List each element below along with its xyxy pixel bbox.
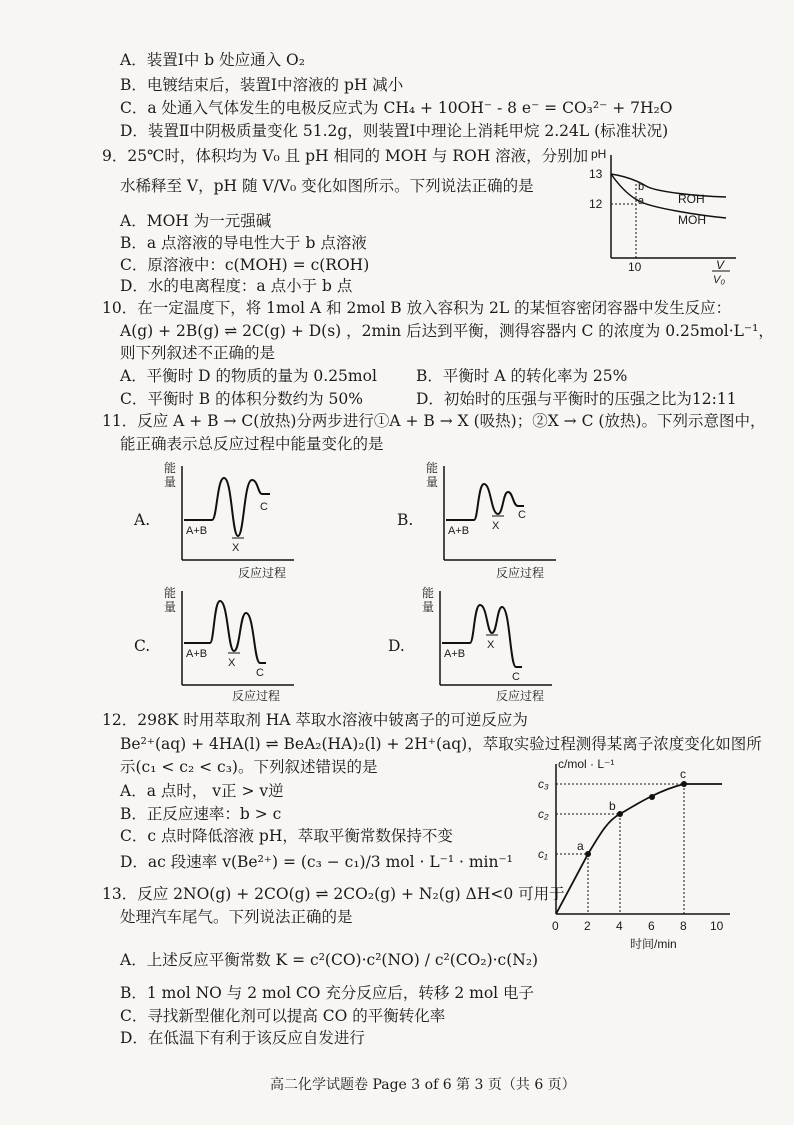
q12-y-label: c/mol · L⁻¹ (558, 757, 615, 771)
q12-x-0: 0 (552, 919, 559, 933)
q13-stem-2: 处理汽车尾气。下列说法正确的是 (120, 908, 353, 926)
q8-option-d: D．装置Ⅱ中阴极质量变化 51.2g，则装置Ⅰ中理论上消耗甲烷 2.24L (标准状况) (120, 122, 669, 140)
q11-c-lbl-x: X (228, 657, 236, 669)
q10-option-c: C．平衡时 B 的体积分数约为 50% (120, 390, 363, 408)
q10-stem-1: 10．在一定温度下，将 1mol A 和 2mol B 放入容积为 2L 的某恒容密闭容器中发生反应： (102, 299, 732, 317)
q11-b-lbl-c: C (518, 509, 526, 521)
q10-option-a: A．平衡时 D 的物质的量为 0.25mol (120, 367, 377, 385)
q12-stem-1: 12．298K 时用萃取剂 HA 萃取水溶液中铍离子的可逆反应为 (102, 711, 528, 729)
q11-a-ylabel-2: 量 (164, 475, 177, 489)
q11-diagram-d (420, 583, 560, 707)
q9-stem-1: 9．25℃时，体积均为 V₀ 且 pH 相同的 MOH 与 ROH 溶液，分别加 (102, 147, 589, 165)
q12-option-a: A．a 点时， v正 > v逆 (120, 782, 284, 800)
q11-a-lbl-ab: A+B (186, 525, 208, 537)
q11-d-ylabel-2: 量 (422, 600, 435, 614)
q11-b-xlabel: 反应过程 (496, 566, 545, 580)
q11-option-d-label: D. (388, 637, 405, 655)
q9-y-label: pH (591, 147, 607, 161)
q11-b-lbl-x: X (492, 520, 500, 532)
q11-d-xlabel: 反应过程 (496, 689, 545, 703)
q11-option-c-label: C. (134, 637, 151, 655)
q9-option-b: B．a 点溶液的导电性大于 b 点溶液 (120, 234, 367, 252)
q12-option-b: B．正反应速率：b > c (120, 805, 282, 823)
page-footer: 高二化学试题卷 Page 3 of 6 第 3 页（共 6 页） (270, 1077, 576, 1093)
q8-option-a: A．装置Ⅰ中 b 处应通入 O₂ (120, 51, 305, 69)
q12-option-c: C．c 点时降低溶液 pH，萃取平衡常数保持不变 (120, 827, 453, 845)
q12-x-4: 4 (616, 919, 623, 933)
q11-stem-1: 11．反应 A + B → C(放热)分两步进行①A + B → X (吸热)；②X → C (放热)。下列示意图中， (102, 412, 766, 430)
q13-option-a: A．上述反应平衡常数 K = c²(CO)·c²(NO) / c²(CO₂)·c(N₂) (120, 951, 539, 969)
q11-a-ylabel-1: 能 (164, 461, 177, 475)
q11-a-lbl-x: X (232, 542, 240, 554)
q11-b-ylabel-2: 量 (426, 475, 439, 489)
q12-option-d: D．ac 段速率 v(Be²⁺) = (c₃ − c₁)/3 mol · L⁻¹ · min⁻¹ (120, 853, 513, 871)
q12-x-label: 时间/min (630, 937, 677, 951)
q12-y-c1: c₁ (538, 847, 548, 861)
q13-option-c: C．寻找新型催化剂可以提高 CO 的平衡转化率 (120, 1007, 446, 1025)
q11-b-curve (446, 484, 524, 520)
q13-stem-1: 13．反应 2NO(g) + 2CO(g) ⇌ 2CO₂(g) + N₂(g) ΔH<0 可用于 (102, 885, 565, 903)
q9-option-c: C．原溶液中：c(MOH) = c(ROH) (120, 256, 370, 274)
q9-y-tick-12: 12 (589, 197, 603, 211)
q9-point-b: b (638, 181, 645, 193)
q12-point-a: a (577, 839, 584, 853)
q9-x-label-num: V (716, 258, 725, 272)
q8-option-c: C．a 处通入气体发生的电极反应式为 CH₄ + 10OH⁻ - 8 e⁻ = CO₃²⁻ + 7H₂O (120, 99, 673, 117)
q11-option-a-label: A. (134, 511, 151, 529)
q10-stem-3: 则下列叙述不正确的是 (120, 344, 276, 362)
q12-point-b: b (609, 799, 616, 813)
q11-c-lbl-c: C (256, 667, 264, 679)
q11-b-ylabel-1: 能 (426, 461, 439, 475)
q11-c-xlabel: 反应过程 (232, 689, 281, 703)
q10-stem-2: A(g) + 2B(g) ⇌ 2C(g) + D(s) ，2min 后达到平衡，测得容器内 C 的浓度为 0.25mol·L⁻¹， (120, 322, 774, 340)
q12-point-b-dot (617, 811, 623, 817)
q11-d-lbl-c: C (512, 671, 520, 683)
q8-option-b: B．电镀结束后，装置Ⅰ中溶液的 pH 减小 (120, 76, 404, 94)
q11-a-xlabel: 反应过程 (238, 566, 287, 580)
q9-stem-2: 水稀释至 V，pH 随 V/V₀ 变化如图所示。下列说法正确的是 (120, 177, 534, 195)
q11-c-lbl-ab: A+B (186, 648, 208, 660)
q11-d-lbl-x: X (487, 639, 495, 651)
q12-point-mid-dot (649, 794, 655, 800)
q12-point-c-dot (681, 781, 687, 787)
q11-option-b-label: B. (397, 511, 414, 529)
q12-concentration-graph (530, 750, 750, 960)
q11-c-ylabel-2: 量 (164, 600, 177, 614)
q9-series-roh: ROH (678, 192, 705, 206)
q11-a-lbl-c: C (260, 501, 268, 513)
q12-point-a-dot (585, 851, 591, 857)
q10-option-b: B．平衡时 A 的转化率为 25% (416, 367, 628, 385)
q9-ph-graph (586, 140, 766, 285)
q13-option-d: D．在低温下有利于该反应自发进行 (120, 1029, 365, 1047)
q12-x-2: 2 (584, 919, 591, 933)
q11-b-lbl-ab: A+B (448, 525, 470, 537)
q11-d-lbl-ab: A+B (444, 648, 466, 660)
q12-y-c2: c₂ (538, 807, 549, 821)
q12-x-10: 10 (710, 919, 724, 933)
q9-x-tick-10: 10 (628, 260, 642, 274)
q11-diagram-b (424, 458, 564, 582)
q11-diagram-a (162, 458, 302, 582)
q12-stem-3: 示(c₁ < c₂ < c₃)。下列叙述错误的是 (120, 758, 378, 776)
q9-option-a: A．MOH 为一元强碱 (120, 212, 272, 230)
q11-diagram-c (162, 583, 302, 707)
q9-x-label-den: V₀ (713, 274, 725, 285)
q12-stem-2: Be²⁺(aq) + 4HA(l) ⇌ BeA₂(HA)₂(l) + 2H⁺(aq)，萃取实验过程测得某离子浓度变化如图所 (120, 735, 762, 753)
q9-option-d: D．水的电离程度：a 点小于 b 点 (120, 277, 353, 295)
q12-point-c: c (680, 767, 686, 781)
q9-y-tick-13: 13 (589, 167, 603, 181)
q9-point-a: a (638, 195, 645, 207)
q12-x-8: 8 (680, 919, 687, 933)
q11-d-ylabel-1: 能 (422, 586, 435, 600)
q12-x-6: 6 (648, 919, 655, 933)
q11-c-ylabel-1: 能 (164, 586, 177, 600)
q10-option-d: D．初始时的压强与平衡时的压强之比为12:11 (416, 390, 737, 408)
q9-series-moh: MOH (678, 213, 706, 227)
q12-y-c3: c₃ (538, 777, 549, 791)
q13-option-b: B．1 mol NO 与 2 mol CO 充分反应后，转移 2 mol 电子 (120, 984, 535, 1002)
q11-stem-2: 能正确表示总反应过程中能量变化的是 (120, 435, 384, 453)
